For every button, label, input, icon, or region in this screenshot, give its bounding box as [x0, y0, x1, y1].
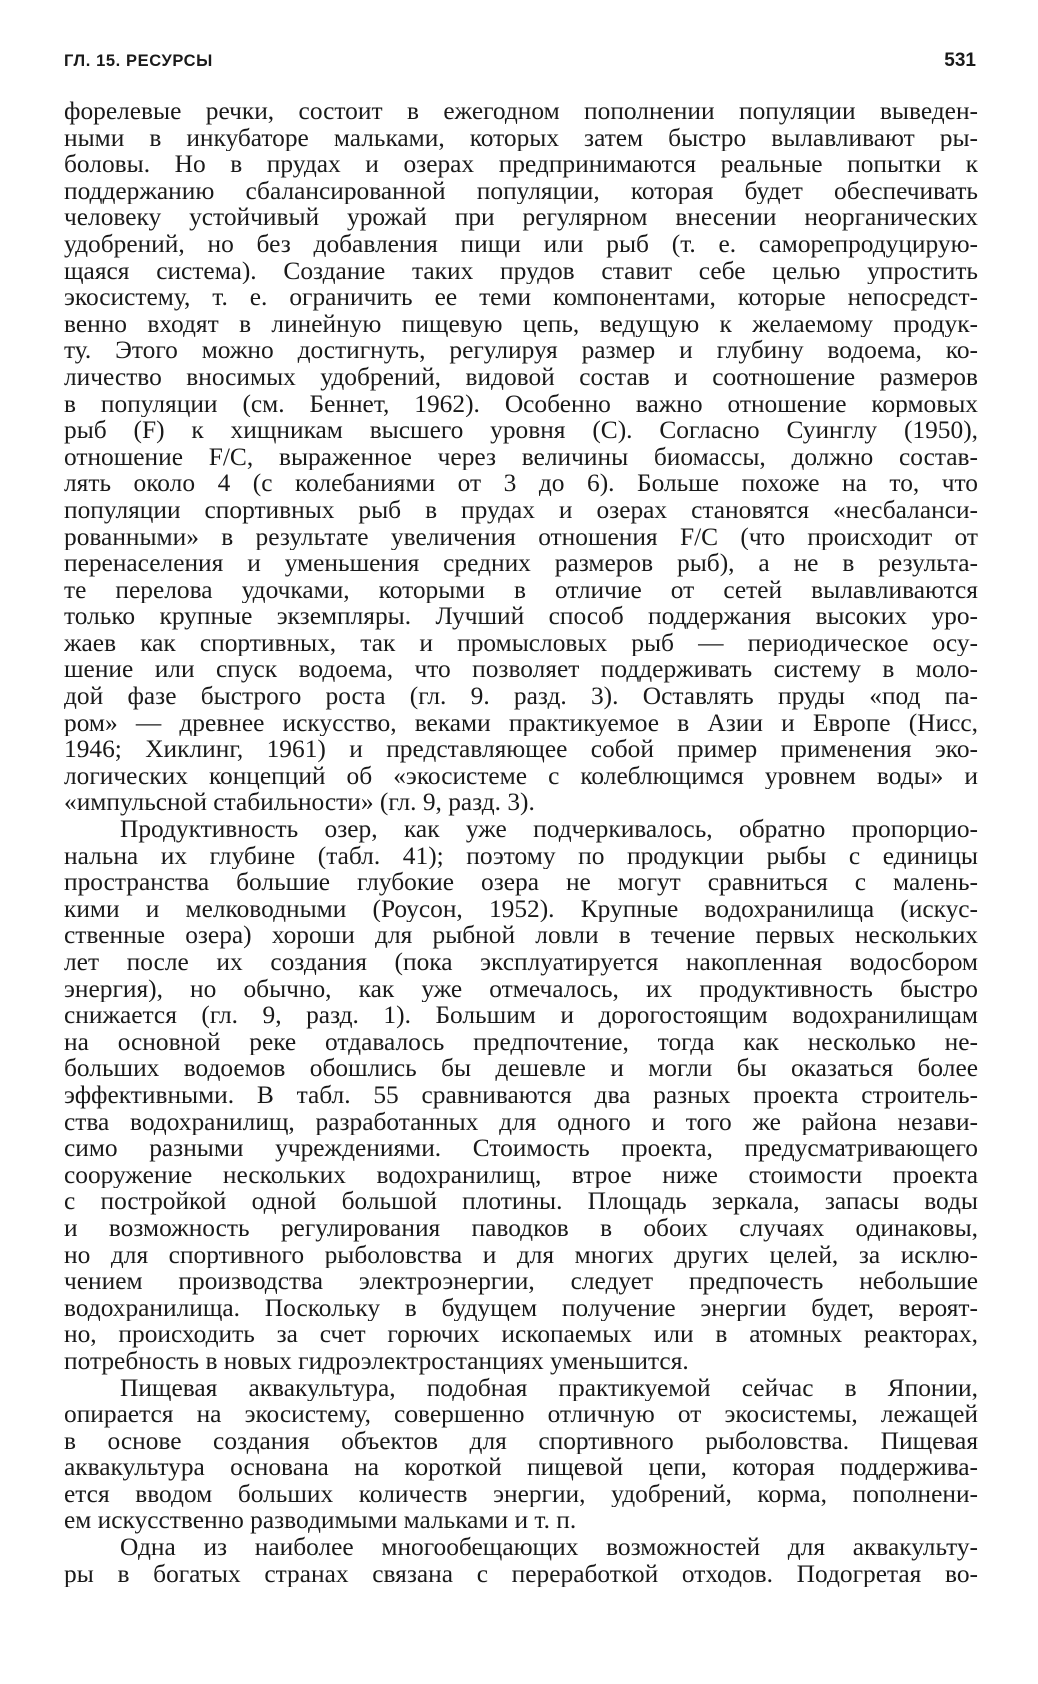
text-line: ется вводом больших количеств энергии, удобрений, корма, пополнени- — [64, 1480, 978, 1508]
text-line: боловы. Но в прудах и озерах предпринимаются реальные попытки к — [64, 151, 978, 178]
text-line: форелевые речки, состоит в ежегодном пополнении популяции выведен- — [64, 98, 978, 125]
text-line: популяции спортивных рыб в прудах и озерах становятся «несбаланси- — [64, 496, 978, 524]
text-line: ем искусственно разводимыми мальками и т. п. — [64, 1507, 577, 1535]
text-line: перенаселения и уменьшения средних размеров рыб), а не в результа- — [64, 550, 978, 577]
text-line: только крупные экземпляры. Лучший способ поддержания высоких уро- — [64, 603, 978, 630]
paragraph — [64, 816, 978, 1374]
text-line: симо разными учреждениями. Стоимость проекта, предусматривающего — [64, 1135, 978, 1162]
text-line: с постройкой одной большой плотины. Площадь зеркала, запасы воды — [64, 1188, 978, 1215]
text-line: больших водоемов обошлись бы дешевле и могли бы оказаться более — [64, 1055, 978, 1082]
text-line: человеку устойчивый урожай при регулярном внесении неорганических — [64, 204, 978, 231]
page-number: 531 — [944, 50, 976, 71]
text-line: логических концепций об «экосистеме с колеблющимся уровнем воды» и — [64, 762, 978, 790]
text-line: и возможность регулирования паводков в обоих случаях одинаковы, — [64, 1214, 978, 1242]
page-header — [64, 50, 976, 80]
text-line: водохранилища. Поскольку в будущем получение энергии будет, вероят- — [64, 1294, 978, 1322]
paragraph — [64, 1375, 978, 1535]
text-line: 1946; Хиклинг, 1961) и представляющее собой пример применения эко- — [64, 736, 978, 763]
text-line: удобрений, но без добавления пищи или рыб (т. е. саморепродуцирую- — [64, 230, 978, 258]
text-line: ром» — древнее искусство, веками практикуемое в Азии и Европе (Нисс, — [64, 709, 978, 737]
text-line: венно входят в линейную пищевую цепь, ведущую к желаемому продук- — [64, 310, 978, 338]
text-line: ры в богатых странах связана с переработкой отходов. Подогретая во- — [64, 1560, 978, 1588]
text-line: ту. Этого можно достигнуть, регулируя размер и глубину водоема, ко- — [64, 337, 978, 364]
text-line: потребность в новых гидроэлектростанциях уменьшится. — [64, 1347, 689, 1375]
text-line: опирается на экосистему, совершенно отличную от экосистемы, лежащей — [64, 1401, 978, 1428]
text-line: отношение F/C, выраженное через величины биомассы, должно состав- — [64, 443, 978, 471]
text-line: но для спортивного рыболовства и для многих других целей, за исклю- — [64, 1241, 978, 1269]
text-line: личество вносимых удобрений, видовой состав и соотношение размеров — [64, 363, 978, 391]
body-text — [64, 98, 978, 1587]
text-line: щаяся система). Создание таких прудов ставит себе целью упростить — [64, 257, 978, 285]
text-line: в популяции (см. Беннет, 1962). Особенно важно отношение кормовых — [64, 390, 978, 418]
text-line: нальна их глубине (табл. 41); поэтому по продукции рыбы с единицы — [64, 842, 978, 870]
text-line: «импульсной стабильности» (гл. 9, разд. 3). — [64, 789, 535, 817]
text-line: Одна из наиболее многообещающих возможностей для аквакульту- — [120, 1534, 978, 1561]
text-line: Пищевая аквакультура, подобная практикуемой сейчас в Японии, — [120, 1374, 978, 1402]
text-line: те перелова удочками, которыми в отличие от сетей вылавливаются — [64, 576, 978, 604]
text-line: жаев как спортивных, так и промысловых рыб — периодическое осу- — [64, 629, 978, 657]
text-line: лет после их создания (пока эксплуатируется накопленная водосбором — [64, 949, 978, 976]
text-line: снижается (гл. 9, разд. 1). Большим и дорогостоящим водохранилищам — [64, 1002, 978, 1029]
text-line: сооружение нескольких водохранилищ, втрое ниже стоимости проекта — [64, 1161, 978, 1189]
paragraph — [64, 1534, 978, 1587]
text-line: ственные озера) хороши для рыбной ловли в течение первых нескольких — [64, 922, 978, 949]
text-line: на основной реке отдавалось предпочтение, тогда как несколько не- — [64, 1028, 978, 1056]
text-line: рованными» в результате увеличения отношения F/C (что происходит от — [64, 523, 978, 551]
text-line: аквакультура основана на короткой пищевой цепи, которая поддержива- — [64, 1454, 978, 1481]
text-line: лять около 4 (с колебаниями от 3 до 6). Больше похоже на то, что — [64, 470, 978, 497]
text-line: экосистему, т. е. ограничить ее теми компонентами, которые непосредст- — [64, 284, 978, 311]
text-line: шение или спуск водоема, что позволяет поддерживать систему в моло- — [64, 656, 978, 684]
text-line: но, происходить за счет горючих ископаемых или в атомных реакторах, — [64, 1321, 978, 1348]
text-line: поддержанию сбалансированной популяции, которая будет обеспечивать — [64, 177, 978, 205]
running-title: ГЛ. 15. РЕСУРСЫ — [64, 52, 213, 70]
text-line: кими и мелководными (Роусон, 1952). Крупные водохранилища (искус- — [64, 895, 978, 923]
text-line: пространства большие глубокие озера не могут сравниться с малень- — [64, 869, 978, 896]
text-line: дой фазе быстрого роста (гл. 9. разд. 3). Оставлять пруды «под па- — [64, 683, 978, 710]
text-line: чением производства электроэнергии, следует предпочесть небольшие — [64, 1268, 978, 1295]
text-line: в основе создания объектов для спортивного рыболовства. Пищевая — [64, 1427, 978, 1455]
text-line: энергия), но обычно, как уже отмечалось, их продуктивность быстро — [64, 975, 978, 1003]
text-line: ными в инкубаторе мальками, которых затем быстро вылавливают ры- — [64, 124, 978, 152]
text-line: рыб (F) к хищникам высшего уровня (C). Согласно Суинглу (1950), — [64, 417, 978, 444]
text-line: эффективными. В табл. 55 сравниваются два разных проекта строитель- — [64, 1081, 978, 1109]
text-line: ства водохранилищ, разработанных для одного и того же района незави- — [64, 1108, 978, 1136]
text-line: Продуктивность озер, как уже подчеркивалось, обратно пропорцио- — [120, 816, 978, 843]
paragraph — [64, 98, 978, 816]
